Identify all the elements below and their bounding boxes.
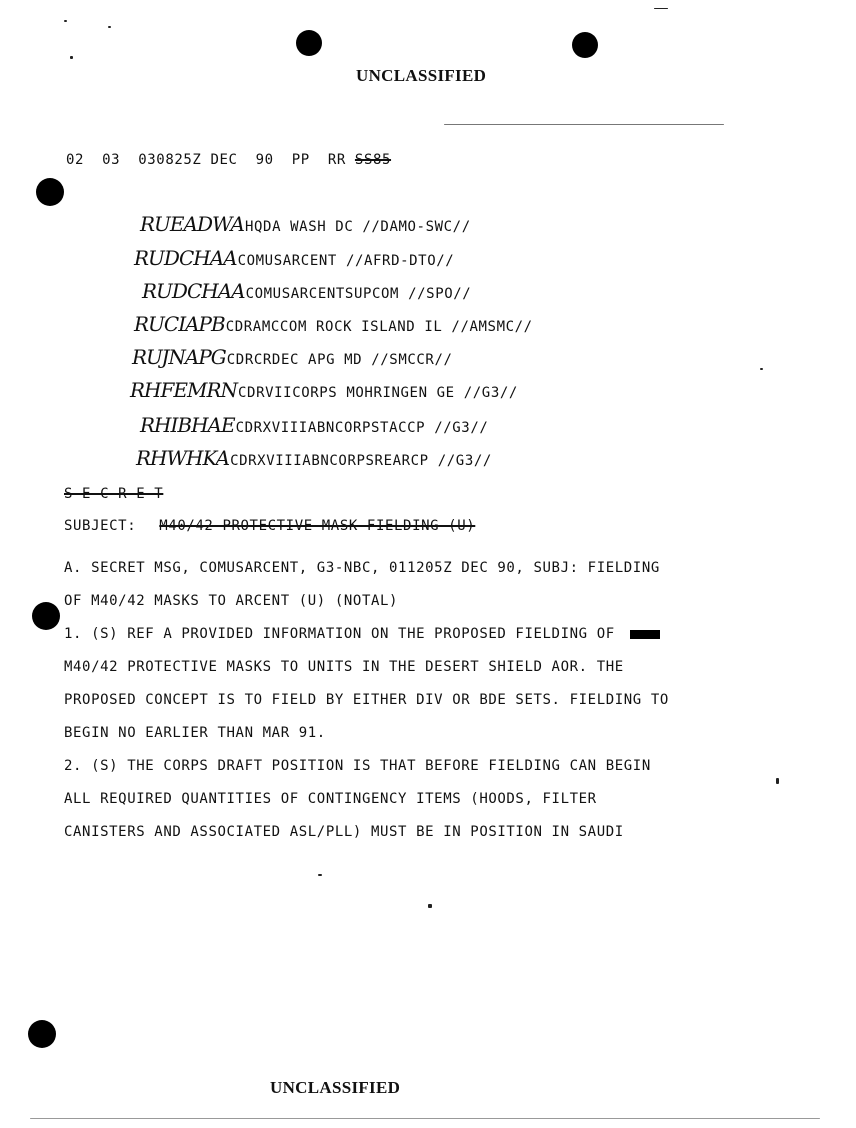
addressee-line: [134, 312, 533, 345]
punch-hole: [296, 30, 322, 56]
punch-hole: [36, 178, 64, 206]
punch-hole: [28, 1020, 56, 1048]
scan-speck: [654, 8, 668, 9]
addressee-text: COMUSARCENTSUPCOM //SPO//: [245, 286, 472, 302]
scan-speck: [64, 20, 67, 22]
addressee-text: COMUSARCENT //AFRD-DTO//: [237, 253, 455, 269]
footer-classification: UNCLASSIFIED: [270, 1078, 401, 1097]
scan-speck: [108, 26, 111, 28]
addressee-line: [132, 345, 533, 378]
scan-speck: [776, 778, 779, 784]
scan-speck: [444, 124, 724, 125]
routing-indicator-handwritten: RUEADWA: [140, 212, 244, 236]
dtg-line: [66, 152, 391, 168]
struck-classification: S E C R E T: [64, 486, 164, 502]
addressee-text: CDRXVIIIABNCORPSREARCP //G3//: [230, 453, 492, 469]
punch-hole: [32, 602, 60, 630]
body-line: M40/42 PROTECTIVE MASKS TO UNITS IN THE DESERT SHIELD AOR. THE: [64, 659, 624, 675]
subject-label: SUBJECT:: [64, 518, 137, 534]
addressee-text: HQDA WASH DC //DAMO-SWC//: [245, 219, 471, 235]
scan-speck: [760, 368, 763, 370]
header-classification: UNCLASSIFIED: [356, 66, 487, 85]
scan-speck: [318, 874, 322, 876]
subject-line: [64, 518, 475, 534]
routing-indicator-handwritten: RHIBHAE: [140, 413, 235, 437]
body-line: PROPOSED CONCEPT IS TO FIELD BY EITHER DIV OR BDE SETS. FIELDING TO: [64, 692, 669, 708]
scan-speck: [428, 904, 432, 908]
addressee-line: [140, 413, 533, 446]
redaction-bar: [630, 630, 660, 639]
routing-indicator-handwritten: RUDCHAA: [142, 279, 245, 303]
body-line: ALL REQUIRED QUANTITIES OF CONTINGENCY ITEMS (HOODS, FILTER: [64, 791, 597, 807]
addressee-line: [136, 446, 533, 479]
body-line: 2. (S) THE CORPS DRAFT POSITION IS THAT BEFORE FIELDING CAN BEGIN: [64, 758, 651, 774]
routing-indicator-handwritten: RHFEMRN: [130, 378, 238, 402]
subject-text: M40/42 PROTECTIVE MASK FIELDING (U): [159, 518, 476, 534]
dtg-text: 02 03 030825Z DEC 90 PP RR: [66, 152, 355, 168]
routing-indicator-handwritten: RHWHKA: [136, 446, 230, 470]
addressee-text: CDRVIICORPS MOHRINGEN GE //G3//: [238, 385, 518, 401]
addressee-text: CDRCRDEC APG MD //SMCCR//: [226, 352, 453, 368]
addressee-list: [130, 212, 533, 479]
dtg-struck-code: SS85: [354, 152, 392, 168]
punch-hole: [572, 32, 598, 58]
scan-speck: [30, 1118, 820, 1119]
scan-speck: [70, 56, 73, 59]
body-line: [64, 618, 669, 651]
body-line: BEGIN NO EARLIER THAN MAR 91.: [64, 725, 326, 741]
addressee-line: [140, 212, 533, 246]
routing-indicator-handwritten: RUDCHAA: [134, 246, 237, 270]
body-line-text: 1. (S) REF A PROVIDED INFORMATION ON THE PROPOSED FIELDING OF: [64, 626, 615, 642]
message-body: [64, 552, 669, 849]
addressee-line: [130, 378, 533, 413]
routing-indicator-handwritten: RUJNAPG: [132, 345, 226, 369]
addressee-text: CDRXVIIIABNCORPSTACCP //G3//: [235, 420, 489, 436]
addressee-line: [142, 279, 533, 312]
body-line: A. SECRET MSG, COMUSARCENT, G3-NBC, 011205Z DEC 90, SUBJ: FIELDING: [64, 560, 660, 576]
addressee-text: CDRAMCCOM ROCK ISLAND IL //AMSMC//: [225, 319, 533, 335]
addressee-line: [134, 246, 533, 279]
body-line: CANISTERS AND ASSOCIATED ASL/PLL) MUST BE IN POSITION IN SAUDI: [64, 824, 624, 840]
routing-indicator-handwritten: RUCIAPB: [134, 312, 225, 336]
body-line: OF M40/42 MASKS TO ARCENT (U) (NOTAL): [64, 593, 399, 609]
